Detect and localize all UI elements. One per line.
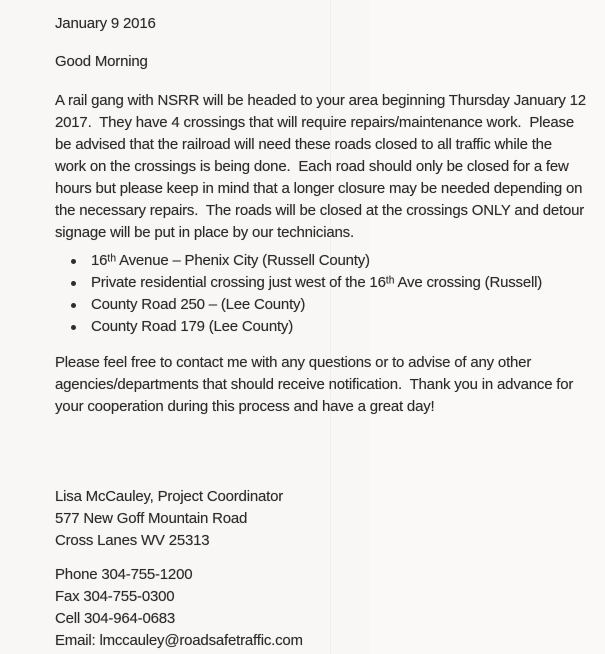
closing-paragraph-line: Please feel free to contact me with any questions or to advise of any other (55, 354, 532, 371)
crossing-item: Private residential crossing just west of the 16ᵗʰ Ave crossing (Russell) (55, 272, 585, 294)
intro-paragraph-line: work on the crossings is being done. Each road should only be closed for a few (55, 158, 569, 175)
letter-greeting: Good Morning (55, 53, 148, 70)
intro-paragraph-line: A rail gang with NSRR will be headed to your area beginning Thursday January 12 (55, 92, 586, 109)
contact-cell: Cell 304-964-0683 (55, 610, 176, 627)
closing-paragraph-line: your cooperation during this process and have a great day! (55, 398, 435, 415)
intro-paragraph-line: be advised that the railroad will need these roads closed to all traffic while the (55, 136, 552, 153)
letter-date: January 9 2016 (55, 15, 156, 32)
signature-name-title: Lisa McCauley, Project Coordinator (55, 488, 284, 505)
crossing-item: County Road 179 (Lee County) (55, 316, 585, 338)
contact-email: Email: lmccauley@roadsafetraffic.com (55, 632, 303, 649)
contact-fax: Fax 304-755-0300 (55, 588, 175, 605)
intro-paragraph-line: hours but please keep in mind that a longer closure may be needed depending on (55, 180, 583, 197)
crossing-item: 16ᵗʰ Avenue – Phenix City (Russell County) (55, 250, 585, 272)
crossings-list (55, 250, 585, 338)
closing-paragraph (55, 352, 585, 418)
intro-paragraph-line: 2017. They have 4 crossings that will require repairs/maintenance work. Please (55, 114, 574, 131)
intro-paragraph (55, 90, 585, 244)
signature-street: 577 New Goff Mountain Road (55, 510, 248, 527)
intro-paragraph-line: the necessary repairs. The roads will be closed at the crossings ONLY and detour (55, 202, 585, 219)
signature-city-state-zip: Cross Lanes WV 25313 (55, 532, 210, 549)
contact-phone: Phone 304-755-1200 (55, 566, 193, 583)
closing-paragraph-line: agencies/departments that should receive notification. Thank you in advance for (55, 376, 574, 393)
crossing-item: County Road 250 – (Lee County) (55, 294, 585, 316)
signature-block (55, 486, 585, 552)
intro-paragraph-line: signage will be put in place by our technicians. (55, 224, 354, 241)
contact-block (55, 564, 585, 652)
